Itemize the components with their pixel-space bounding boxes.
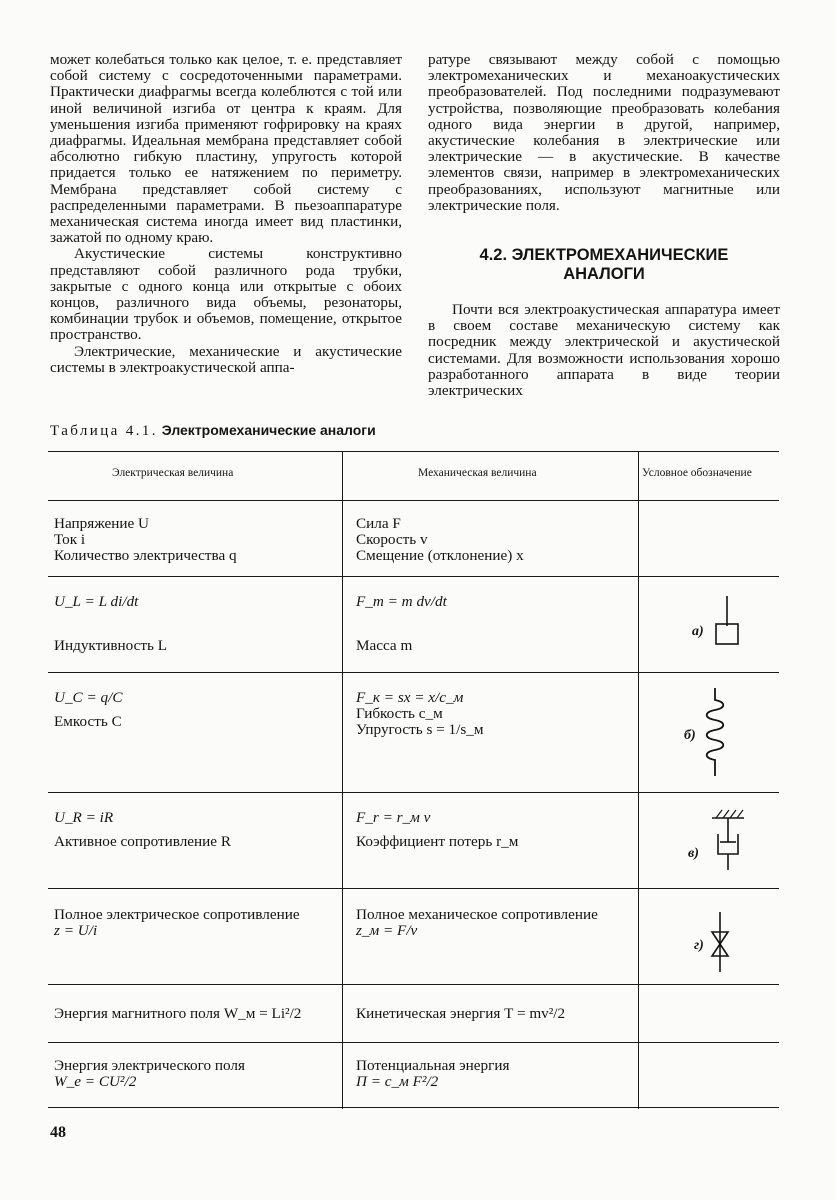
table-border — [48, 451, 779, 452]
table-cell: Полное механическое сопротивление z_м = F/v — [356, 906, 598, 939]
left-text-column — [50, 52, 402, 376]
paragraph: Почти вся электроакустическая аппаратура имеет в своем составе механическую систему как посредник между электрической и акустической системами. Для возможности использования хорошо разработанного аппарата в виде теории электрических — [428, 301, 780, 400]
section-heading: 4.2. ЭЛЕКТРОМЕХАНИЧЕСКИЕ — [479, 246, 729, 265]
table-cell: Потенциальная энергия П = c_м F²/2 — [356, 1057, 510, 1090]
table-cell: U_R = iR Активное сопротивление R — [54, 809, 231, 850]
paragraph: Электрические, механические и акустические системы в электроакустической аппа- — [50, 342, 402, 376]
paragraph: может колебаться только как целое, т. е. представляет собой систему с сосредоточенными параметрами. Практически диафрагмы всегда колеблются с той или иной величиной изгиба от центра к краям. Для уменьшения изгиба применяют гофрировку на краях диафрагмы. Идеальная мембрана представляет собой абсолютно гибкую пластину, упругость которой придается только ее натяжением по периметру. Мембрана представляет собой систему с распределенными параметрами. В пьезоаппаратуре механическая система иногда имеет вид пластинки, зажатой по одному краю. — [50, 51, 402, 247]
table-label: Таблица 4.1. — [50, 423, 158, 439]
table-divider — [48, 672, 779, 673]
paragraph: ратуре связывают между собой с помощью электромеханических и механоакустических преобразователей. Под последними подразумевают устройства, позволяющие преобразовать колебания одного вида энергии в другой, например, акустические колебания в электрические или электрические — в акустические. В качестве элементов связи, например в электромеханических преобразованиях, используют магнитные или электрические поля. — [428, 51, 780, 214]
symbol-label: г) — [694, 938, 704, 953]
table-cell: Напряжение U Ток i Количество электричества q — [54, 515, 237, 564]
mass-icon — [710, 594, 744, 650]
symbol-label: в) — [688, 846, 699, 861]
table-title: Электромеханические аналоги — [161, 422, 376, 438]
table-cell: F_r = r_м v Коэффициент потерь r_м — [356, 809, 519, 850]
section-heading: АНАЛОГИ — [563, 265, 645, 284]
table-divider — [48, 984, 779, 985]
right-text-column — [428, 52, 780, 399]
table-column-divider — [638, 452, 639, 1109]
table-cell: Кинетическая энергия T = mv²/2 — [356, 1005, 566, 1022]
table-divider — [48, 792, 779, 793]
table-column-divider — [342, 452, 343, 1109]
table-header: Условное обозначение — [642, 467, 752, 479]
table-divider — [48, 576, 779, 577]
table-cell: Полное электрическое сопротивление z = U/i — [54, 906, 300, 939]
impedance-icon — [708, 910, 732, 974]
table-cell: Энергия электрического поля W_e = CU²/2 — [54, 1057, 245, 1090]
paragraph: Акустические системы конструктивно представляют собой различного рода трубки, закрытые с одного конца или открытые с обоих концов, различного вида объемы, резонаторы, комбинации трубок и объемов, помещение, открытое пространство. — [50, 245, 402, 344]
table-cell: U_C = q/C Емкость C — [54, 689, 123, 730]
table-header: Механическая величина — [418, 467, 537, 479]
table-cell: F_к = sx = x/c_м Гибкость c_м Упругость s = 1/s_м — [356, 689, 484, 738]
page-number: 48 — [50, 1124, 66, 1141]
table-header: Электрическая величина — [112, 467, 234, 479]
symbol-label: а) — [692, 624, 704, 639]
symbol-label: б) — [684, 728, 696, 743]
table-border — [48, 1107, 779, 1108]
table-divider — [48, 500, 779, 501]
table-cell: Индуктивность L — [54, 637, 168, 654]
formula: U_L = L di/dt — [54, 593, 139, 610]
damper-icon — [708, 804, 748, 874]
spring-icon — [700, 686, 730, 778]
table-cell: Энергия магнитного поля W_м = Li²/2 — [54, 1005, 302, 1022]
table-cell — [356, 594, 447, 610]
table-caption — [50, 421, 376, 440]
table-cell: Масса m — [356, 637, 413, 654]
formula: F_m = m dv/dt — [356, 593, 447, 610]
table-cell: Сила F Скорость v Смещение (отклонение) x — [356, 515, 524, 564]
table-divider — [48, 888, 779, 889]
table-divider — [48, 1042, 779, 1043]
table-cell — [54, 594, 138, 610]
